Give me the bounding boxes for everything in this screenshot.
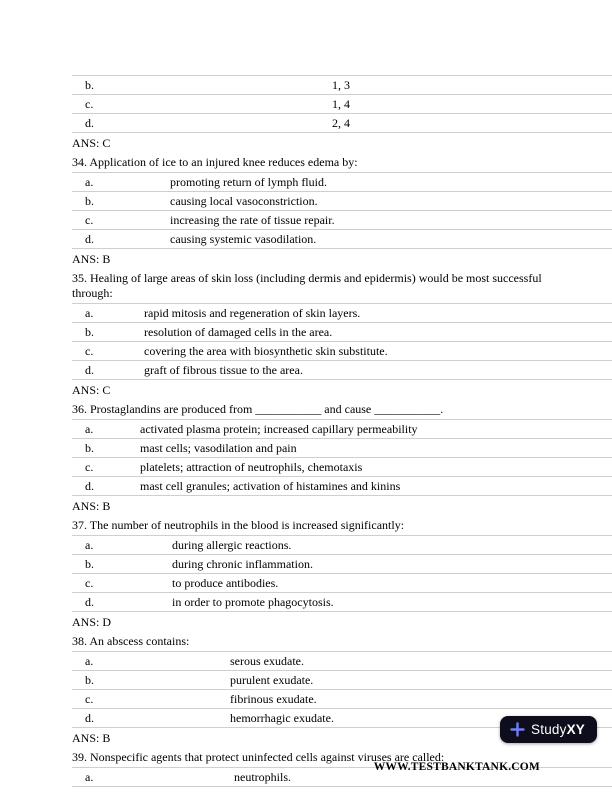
question-text: 38. An abscess contains: bbox=[72, 634, 190, 648]
option-letter: c. bbox=[85, 460, 94, 474]
option-text: 1, 4 bbox=[332, 97, 350, 111]
option-row bbox=[72, 420, 612, 439]
question-text: 39. Nonspecific agents that protect uninfected cells against viruses are called: bbox=[72, 750, 445, 764]
option-letter: c. bbox=[85, 213, 94, 227]
plus-icon bbox=[510, 722, 525, 737]
option-row bbox=[72, 230, 612, 249]
option-letter: a. bbox=[85, 538, 94, 552]
option-row bbox=[72, 690, 612, 709]
option-letter: a. bbox=[85, 770, 94, 784]
answer-text: ANS: D bbox=[72, 615, 112, 629]
option-row bbox=[72, 593, 612, 612]
option-row bbox=[72, 342, 612, 361]
options-table bbox=[72, 75, 612, 133]
option-text: during allergic reactions. bbox=[172, 538, 292, 552]
option-text: in order to promote phagocytosis. bbox=[172, 595, 334, 609]
question-block bbox=[72, 271, 612, 398]
option-row bbox=[72, 671, 612, 690]
answer-text: ANS: B bbox=[72, 731, 111, 745]
option-text: purulent exudate. bbox=[230, 673, 314, 687]
brand-text bbox=[531, 722, 585, 737]
brand-second: XY bbox=[566, 722, 585, 737]
option-letter: d. bbox=[85, 116, 94, 130]
option-text: 2, 4 bbox=[332, 116, 350, 130]
option-letter: a. bbox=[85, 654, 94, 668]
question-text: 37. The number of neutrophils in the blood is increased significantly: bbox=[72, 518, 405, 532]
option-text: rapid mitosis and regeneration of skin layers. bbox=[144, 306, 361, 320]
option-row bbox=[72, 76, 612, 95]
option-text: mast cells; vasodilation and pain bbox=[140, 441, 297, 455]
option-letter: a. bbox=[85, 306, 94, 320]
option-text: causing local vasoconstriction. bbox=[170, 194, 318, 208]
option-row bbox=[72, 361, 612, 380]
option-row bbox=[72, 555, 612, 574]
option-row bbox=[72, 323, 612, 342]
question-text: 36. Prostaglandins are produced from ___________ and cause ___________. bbox=[72, 402, 444, 416]
option-text: fibrinous exudate. bbox=[230, 692, 317, 706]
answer-text: ANS: B bbox=[72, 252, 111, 266]
option-row bbox=[72, 192, 612, 211]
option-text: hemorrhagic exudate. bbox=[230, 711, 334, 725]
studyxy-badge[interactable] bbox=[500, 716, 597, 743]
option-row bbox=[72, 114, 612, 133]
option-letter: d. bbox=[85, 363, 94, 377]
answer-text: ANS: C bbox=[72, 383, 111, 397]
questions-container bbox=[72, 75, 612, 787]
options-table bbox=[72, 419, 612, 496]
option-row bbox=[72, 574, 612, 593]
option-row bbox=[72, 652, 612, 671]
option-text: increasing the rate of tissue repair. bbox=[170, 213, 335, 227]
options-table bbox=[72, 303, 612, 380]
footer-url: WWW.TESTBANKTANK.COM bbox=[373, 761, 540, 773]
option-letter: d. bbox=[85, 232, 94, 246]
option-text: causing systemic vasodilation. bbox=[170, 232, 317, 246]
question-text: 34. Application of ice to an injured knee reduces edema by: bbox=[72, 155, 358, 169]
question-block bbox=[72, 518, 612, 630]
option-letter: d. bbox=[85, 595, 94, 609]
option-row bbox=[72, 458, 612, 477]
option-letter: c. bbox=[85, 97, 94, 111]
option-text: resolution of damaged cells in the area. bbox=[144, 325, 333, 339]
option-row bbox=[72, 304, 612, 323]
question-block bbox=[72, 75, 612, 151]
option-letter: b. bbox=[85, 194, 94, 208]
option-text: neutrophils. bbox=[234, 770, 291, 784]
question-block bbox=[72, 155, 612, 267]
option-text: during chronic inflammation. bbox=[172, 557, 313, 571]
option-letter: c. bbox=[85, 576, 94, 590]
brand-first: Study bbox=[531, 722, 567, 737]
options-table bbox=[72, 535, 612, 612]
option-text: mast cell granules; activation of histamines and kinins bbox=[140, 479, 401, 493]
option-text: serous exudate. bbox=[230, 654, 304, 668]
option-letter: a. bbox=[85, 422, 94, 436]
question-text: 35. Healing of large areas of skin loss (including dermis and epidermis) would be most successful through: bbox=[72, 271, 542, 300]
option-row bbox=[72, 439, 612, 458]
answer-text: ANS: B bbox=[72, 499, 111, 513]
option-text: to produce antibodies. bbox=[172, 576, 279, 590]
answer-text: ANS: C bbox=[72, 136, 111, 150]
option-row bbox=[72, 173, 612, 192]
option-letter: c. bbox=[85, 692, 94, 706]
option-text: promoting return of lymph fluid. bbox=[170, 175, 327, 189]
option-letter: a. bbox=[85, 175, 94, 189]
options-table bbox=[72, 172, 612, 249]
option-letter: d. bbox=[85, 479, 94, 493]
question-block bbox=[72, 402, 612, 514]
option-text: graft of fibrous tissue to the area. bbox=[144, 363, 303, 377]
option-text: 1, 3 bbox=[332, 78, 350, 92]
option-letter: c. bbox=[85, 344, 94, 358]
option-letter: d. bbox=[85, 711, 94, 725]
option-row bbox=[72, 477, 612, 496]
option-letter: b. bbox=[85, 441, 94, 455]
option-text: platelets; attraction of neutrophils, chemotaxis bbox=[140, 460, 363, 474]
option-text: covering the area with biosynthetic skin substitute. bbox=[144, 344, 388, 358]
option-letter: b. bbox=[85, 557, 94, 571]
option-letter: b. bbox=[85, 673, 94, 687]
option-letter: b. bbox=[85, 78, 94, 92]
option-row bbox=[72, 211, 612, 230]
option-row bbox=[72, 95, 612, 114]
option-text: activated plasma protein; increased capillary permeability bbox=[140, 422, 418, 436]
option-letter: b. bbox=[85, 325, 94, 339]
option-row bbox=[72, 536, 612, 555]
